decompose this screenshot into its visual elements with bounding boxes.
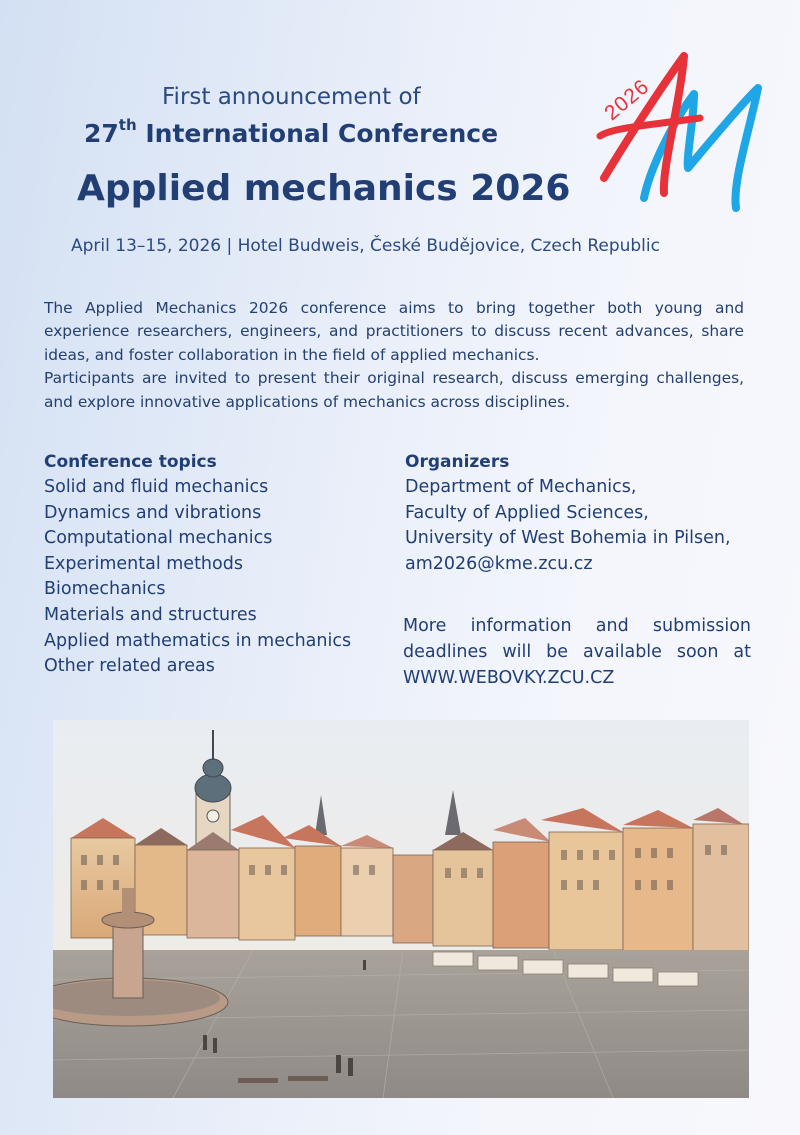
organizer-line: Faculty of Applied Sciences, <box>405 502 649 523</box>
conference-ordinal-suffix: th <box>118 116 137 134</box>
announcement-line: First announcement of <box>162 84 421 110</box>
topic-item: Biomechanics <box>44 579 166 600</box>
more-info-text: More information and submission deadlines will be available soon at WWW.WEBOVKY.ZCU.CZ <box>403 616 751 688</box>
topics-heading: Conference topics <box>44 452 217 472</box>
organizer-line: Department of Mechanics, <box>405 477 637 497</box>
topic-item: Experimental methods <box>44 553 243 574</box>
topics-list <box>44 450 384 680</box>
town-square-drawing <box>53 720 749 1098</box>
conference-ordinal: 27 <box>84 119 119 148</box>
conference-name: International Conference <box>145 119 499 148</box>
topic-item: Applied mathematics in mechanics <box>44 630 352 651</box>
topic-item: Computational mechanics <box>44 528 273 549</box>
organizer-line: University of West Bohemia in Pilsen, <box>405 528 731 549</box>
topic-item: Materials and structures <box>44 604 257 625</box>
logo-year: 2026 <box>600 74 654 126</box>
intro-paragraph-2: Participants are invited to present their original research, discuss emerging challenges, and explore innovative applications of mechanics across disciplines. <box>44 369 744 411</box>
topic-item: Other related areas <box>44 656 215 677</box>
conference-line <box>84 116 498 148</box>
organizers-heading: Organizers <box>405 452 510 472</box>
intro-text <box>44 297 744 414</box>
intro-paragraph-1: The Applied Mechanics 2026 conference aims to bring together both young and experience researchers, engineers, and practitioners to discuss recent advances, share ideas, and foster collaboration in the field of applied mechanics. <box>44 299 744 364</box>
am2026-logo <box>582 48 772 223</box>
organizer-email: am2026@kme.zcu.cz <box>405 553 593 574</box>
page-title: Applied mechanics 2026 <box>77 168 571 209</box>
town-square-illustration <box>53 720 749 1098</box>
topic-item: Dynamics and vibrations <box>44 502 262 523</box>
date-venue: April 13–15, 2026 | Hotel Budweis, České Budějovice, Czech Republic <box>71 236 660 256</box>
organizers-block <box>405 450 755 577</box>
topic-item: Solid and fluid mechanics <box>44 477 269 497</box>
